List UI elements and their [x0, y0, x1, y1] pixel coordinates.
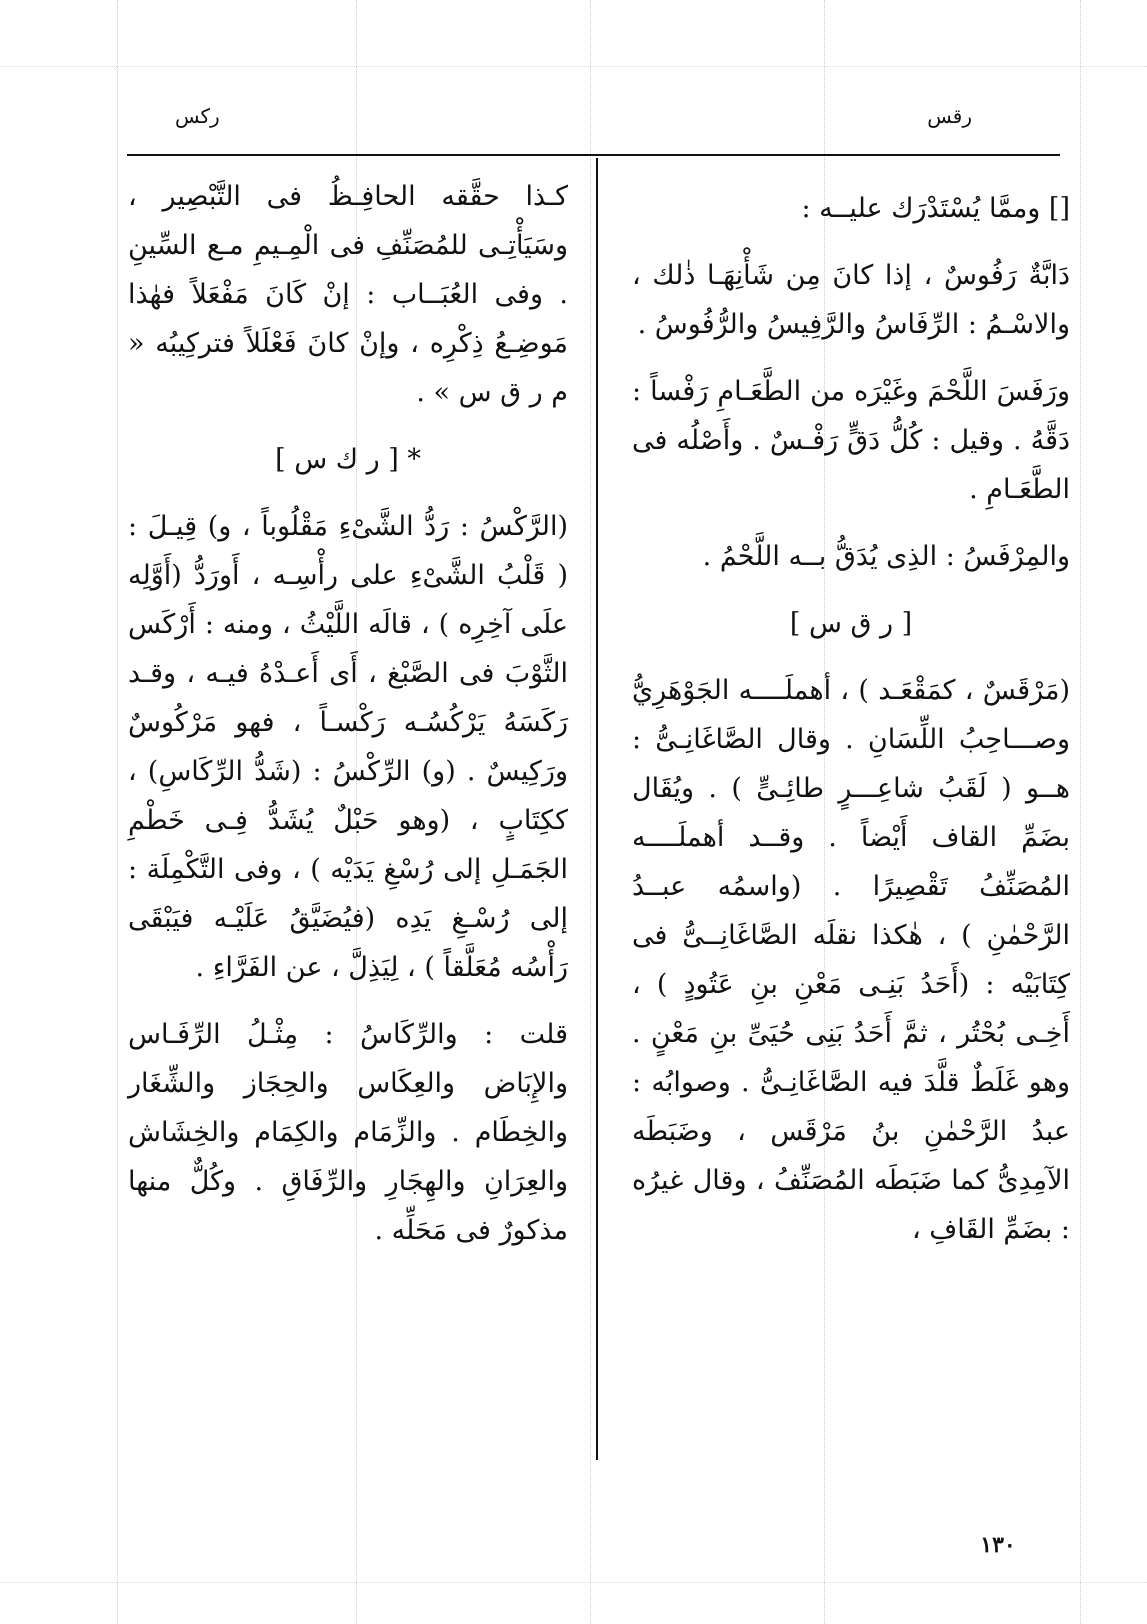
scan-guide-line	[590, 0, 591, 1624]
addendum-marker: [] وممَّا يُسْتَدْرَك عليــه :	[801, 193, 1070, 224]
page-number: ١٣٠	[980, 1532, 1016, 1558]
header-rule	[127, 154, 1060, 156]
running-head-left: ركس	[175, 104, 220, 128]
entry-paragraph: كـذا حقَّقه الحافِـظُ فى التَّبْصِير ، وسَيَأْتِـى للمُصَنِّفِ فى الْمِـيمِ مـع السِّينِ . وفى العُبَــاب : إنْ كَانَ مَفْعَلاً فهٰذا مَوضِـعُ ذِكْرِه ، وإنْ كانَ فَعْلَلاً فتركِيبُه « م ر ق س » .	[128, 181, 568, 408]
scan-guide-line	[0, 1582, 1147, 1583]
scan-guide-line	[0, 66, 1147, 67]
root-heading: [ ر ق س ]	[789, 608, 913, 639]
root-heading: * [ ر ك س ]	[275, 444, 421, 475]
entry-paragraph: (مَرْقَسٌ ، كمَقْعَـد ) ، أهملَــــه الجَوْهَرِيُّ وصـــاحِبُ اللِّسَانِ . وقال الصَّاغَانِـىُّ : هــو ( لَقَبُ شاعِـــرٍ طائِـىٍّ ) . ويُقَال بضَمِّ القاف أَيْضاً . وقــد أهملَــــه المُصَنِّفُ تَقْصِيرًا . (واسمُه عبــدُ الرَّحْمٰنِ ) ، هٰكذا نقلَه الصَّاغَانِــىُّ فى كِتَابَيْه : (أَحَدُ بَنِـى مَعْنِ بنِ عَتُودٍ ) ، أَخِـى بُحْتُر ، ثمَّ أَحَدُ بَنِى حُيَىِّ بنِ مَعْنٍ . وهو غَلَطٌ قلَّدَ فيه الصَّاغَانِـىُّ . وصوابُه : عبدُ الرَّحْمٰنِ بنُ مَرْقَس ، وضَبَطَه الآمِدِىُّ كما ضَبَطَه المُصَنِّفُ ، وقال غيرُه : بضَمِّ القَافِ ،	[632, 675, 1070, 1245]
column-divider	[596, 158, 598, 1460]
running-head-right: رقس	[927, 104, 972, 128]
entry-paragraph: ورَفَسَ اللَّحْمَ وغَيْرَه من الطَّعَـامِ رَفْساً : دَقَّهُ . وقيل : كُلُّ دَقٍّ رَفْـسٌ . وأَصْلُه فى الطَّعَـامِ .	[632, 376, 1070, 505]
entry-paragraph: والمِرْفَسُ : الذِى يُدَقُّ بــه اللَّحْمُ .	[702, 541, 1070, 572]
right-column	[632, 184, 1070, 1254]
scan-guide-line	[117, 0, 118, 1624]
entry-paragraph: دَابَّةٌ رَفُوسٌ ، إذا كانَ مِن شَأْنِهَـا ذٰلك ، والاسْـمُ : الرِّفَاسُ والرَّفِيسُ والرُّفُوسُ .	[632, 260, 1070, 340]
entry-paragraph: (الرَّكْسُ : رَدُّ الشَّىْءِ مَقْلُوباً ، و) قِيـلَ : ( قَلْبُ الشَّىْءِ على رأْسِـه ، أَورَدُّ (أَوَّلِه علَى آخِرِه ) ، قالَه اللَّيْثُ ، ومنه : أَرْكَس الثَّوْبَ فى الصَّبْغ ، أَى أَعـدْهُ فيـه ، وقـد رَكَسَهُ يَرْكُسُـه رَكْسـاً ، فهو مَرْكُوسٌ ورَكِيسٌ . (و) الرِّكْسُ : (شَدُّ الرِّكَاسِ) ، ككِتَابٍ ، (وهو حَبْلٌ يُشَدُّ فِـى خَطْمِ الجَمَـلِ إلى رُسْغِ يَدَيْه ) ، وفى التَّكْمِلَة : إلى رُسْـغِ يَدِه (فيُضَيَّقُ عَلَيْـه فيَبْقَى رَأْسُه مُعَلَّقاً ) ، لِيَذِلَّ ، عن الفَرَّاءِ .	[128, 511, 568, 983]
entry-paragraph: قلت : والرِّكَاسُ : مِثْـلُ الرِّفَـاس والإِبَاض والعِكَاس والحِجَاز والشِّغَار والخِطَام . والزِّمَام والكِمَام والخِشَاش والعِرَانِ والهِجَارِ والرِّفَاقِ . وكُلٌّ منها مذكورٌ فى مَحَلِّه .	[128, 1019, 568, 1246]
scan-guide-line	[1080, 0, 1081, 1624]
left-column	[128, 172, 568, 1255]
